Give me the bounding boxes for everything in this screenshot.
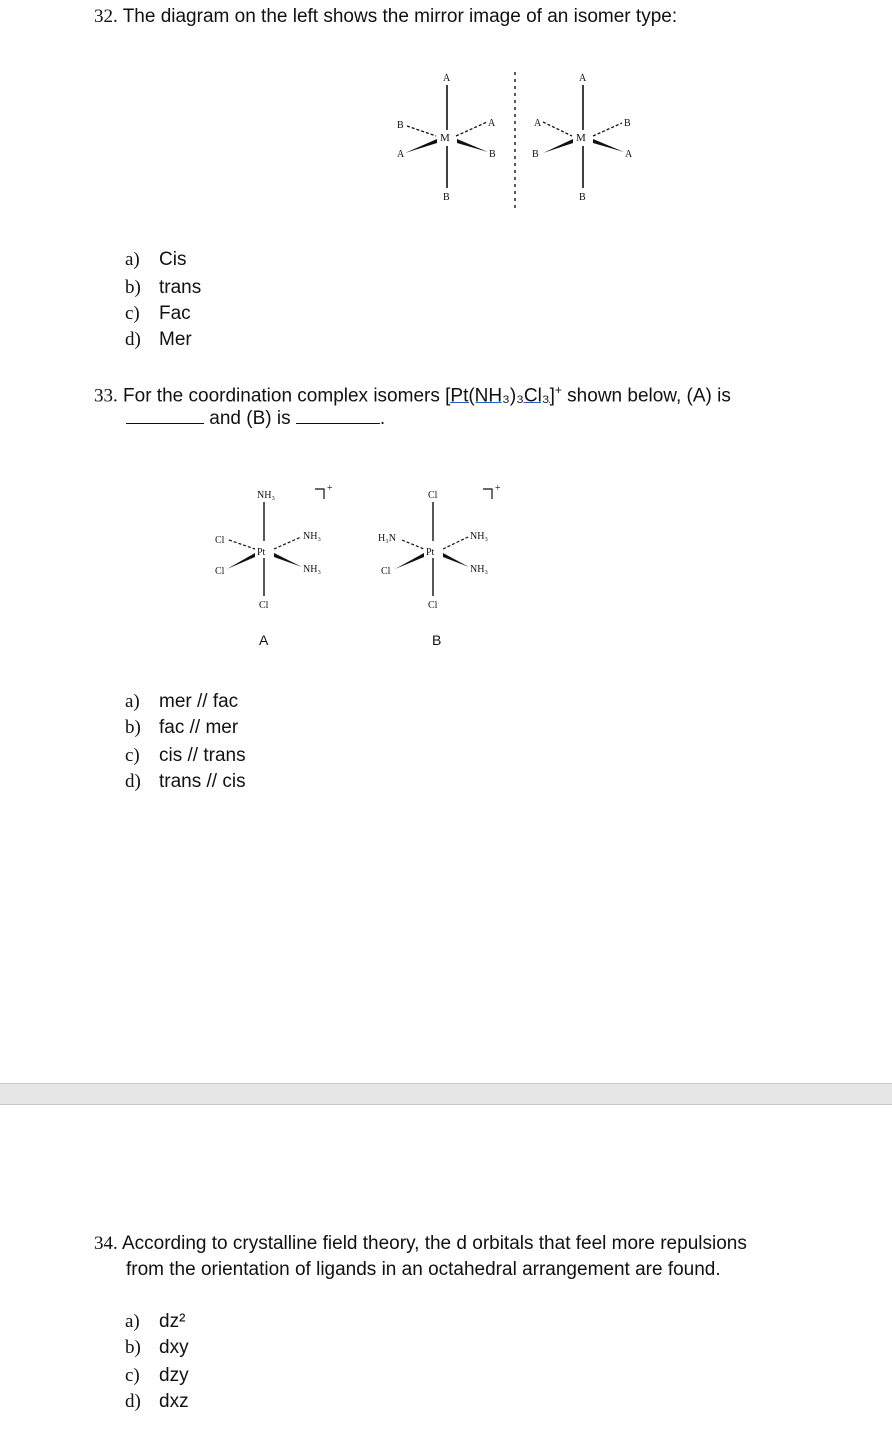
q32-left-complex: [397, 73, 496, 203]
q32-right-front-right: A: [625, 149, 633, 160]
q34-option-b: b) dxy: [125, 1337, 189, 1358]
q33-option-c: c) cis // trans: [125, 745, 246, 766]
q32-left-bottom: B: [443, 192, 450, 203]
q34-option-d: d) dxz: [125, 1391, 189, 1412]
line2-mid: and (B) is: [204, 408, 296, 429]
q32-option-d: d) Mer: [125, 329, 192, 350]
q33-option-a: a) mer // fac: [125, 691, 239, 712]
q32-right-complex: [532, 73, 633, 203]
q32-right-top: A: [579, 73, 587, 84]
q32-left-front-left: A: [397, 149, 405, 160]
question-number: 33.: [94, 385, 118, 407]
q33-option-d: d) trans // cis: [125, 771, 246, 792]
structure-a-front-left: Cl: [215, 566, 225, 577]
structure-b-charge: +: [495, 483, 501, 494]
q32-option-c: c) Fac: [125, 303, 191, 324]
question-text-after: shown below, (A) is: [561, 385, 731, 407]
q32-left-back-right: A: [488, 118, 496, 129]
question-33-line2: [126, 405, 385, 432]
q34-option-c: c) dzy: [125, 1365, 189, 1386]
q32-left-front-right: B: [489, 149, 496, 160]
structure-a-back-left: Cl: [215, 535, 225, 546]
structure-a-top: NH₃: [257, 490, 275, 501]
structure-b-top: Cl: [428, 490, 438, 501]
structure-b-front-left: Cl: [381, 566, 391, 577]
q33-structures-figure: [0, 470, 892, 660]
q32-right-back-left: A: [534, 118, 542, 129]
q34-option-a: a) dz²: [125, 1311, 186, 1332]
structure-b-back-right: NH₃: [470, 531, 488, 542]
question-text-line2: from the orientation of ligands in an octahedral arrangement are found.: [126, 1259, 721, 1280]
q32-right-back-right: B: [624, 118, 631, 129]
structure-b-back-left: H₃N: [378, 533, 396, 544]
question-34-line2: [126, 1257, 721, 1283]
page-separator: [0, 1083, 892, 1105]
answer-blank-b: [296, 405, 380, 424]
question-text: The diagram on the left shows the mirror image of an isomer type:: [122, 6, 678, 27]
structure-b-label: B: [432, 632, 442, 648]
structure-a: [215, 483, 333, 648]
q32-right-center: M: [576, 132, 586, 144]
structure-b-bottom: Cl: [428, 600, 438, 611]
q33-option-b: b) fac // mer: [125, 717, 239, 738]
structure-a-label: A: [259, 632, 269, 648]
q32-left-top: A: [443, 73, 451, 84]
structure-a-charge: +: [327, 483, 333, 494]
q32-option-b: b) trans: [125, 277, 202, 298]
structure-a-front-right: NH₃: [303, 564, 321, 575]
structure-b: [378, 483, 501, 648]
line2-end: .: [379, 408, 386, 429]
q32-right-front-left: B: [532, 149, 539, 160]
q32-left-center: M: [440, 132, 450, 144]
q32-option-a: a) Cis: [125, 249, 187, 270]
structure-a-center: Pt: [257, 547, 266, 558]
formula-link[interactable]: [Pt(NH₃)₃Cl₃]: [445, 385, 555, 407]
question-text-line1: According to crystalline field theory, the d orbitals that feel more repulsions: [121, 1233, 747, 1254]
structure-a-back-right: NH₃: [303, 531, 321, 542]
structure-b-front-right: NH₃: [470, 564, 488, 575]
q32-right-bottom: B: [579, 192, 586, 203]
question-number: 34.: [94, 1233, 118, 1254]
structure-a-bottom: Cl: [259, 600, 269, 611]
answer-blank-a: [126, 405, 204, 424]
q32-left-back-left: B: [397, 120, 404, 131]
question-number: 32.: [94, 6, 118, 27]
question-34: [94, 1231, 747, 1257]
structure-b-center: Pt: [426, 547, 435, 558]
question-32: [94, 4, 677, 30]
formula-charge: +: [554, 383, 562, 397]
question-text: For the coordination complex isomers: [123, 385, 446, 407]
